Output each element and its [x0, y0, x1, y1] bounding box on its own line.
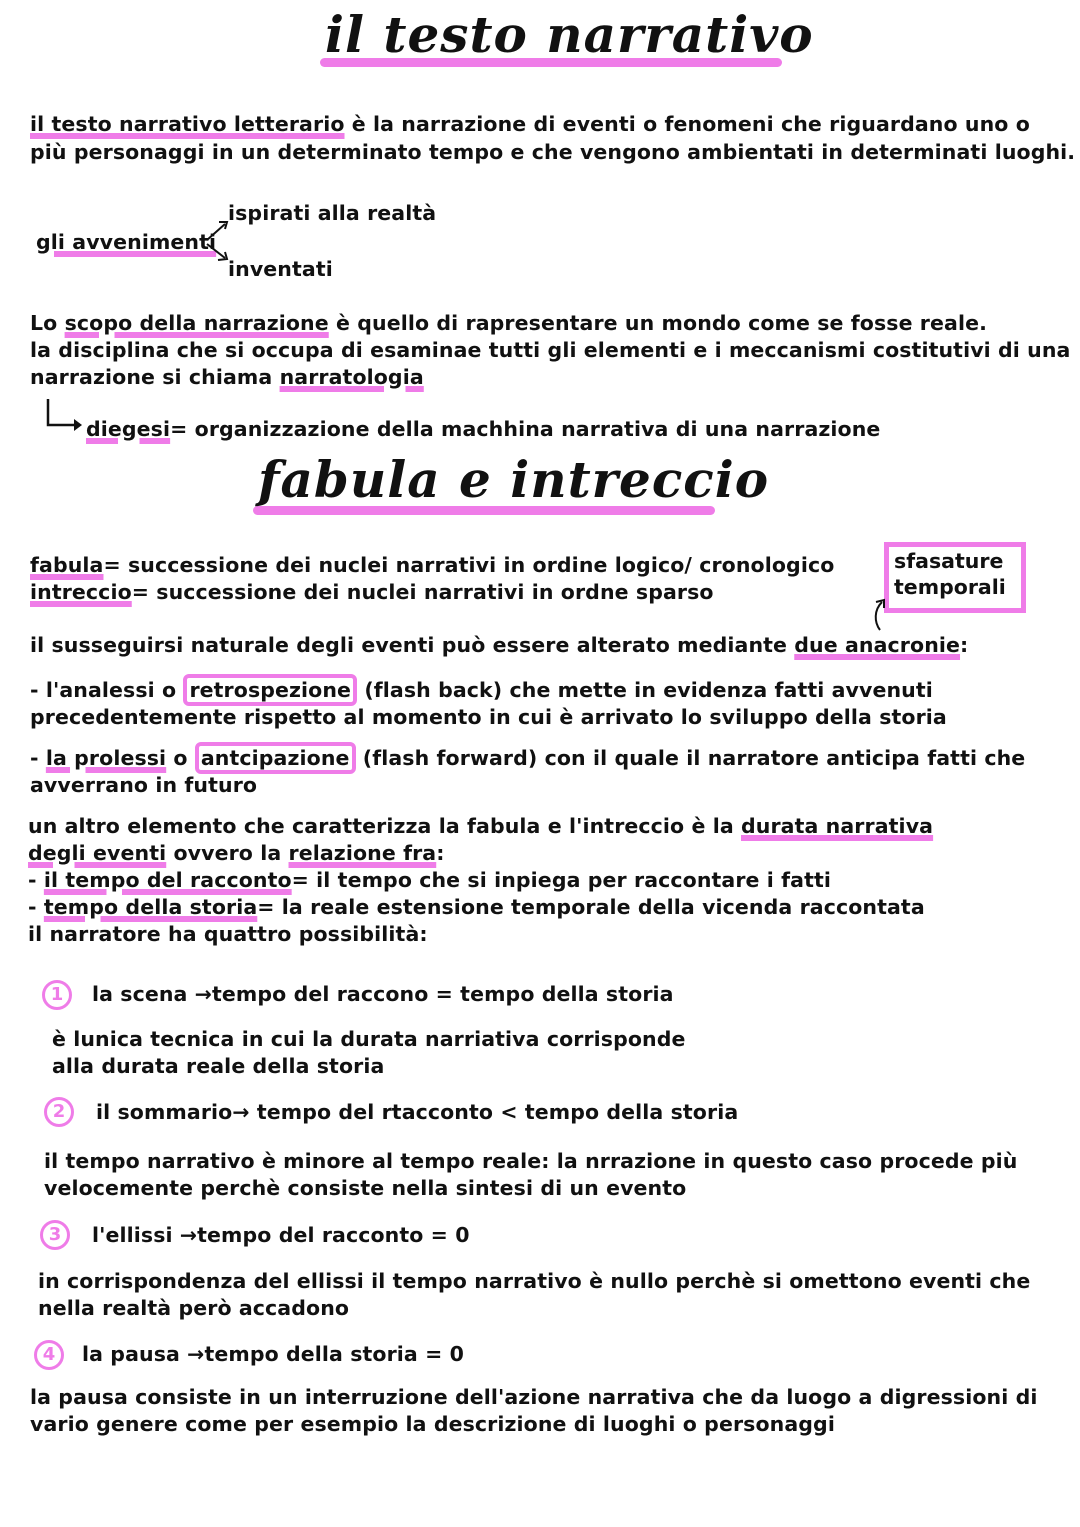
prolessi-line-1: - la prolessi o antcipazione (flash forward) con il quale il narratore anticipa fatti che	[30, 745, 1025, 772]
possibility-4-desc-1: la pausa consiste in un interruzione dell'azione narrativa che da luogo a digressioni di	[30, 1385, 1038, 1409]
possibility-1-heading: la scena →tempo del raccono = tempo della storia	[92, 982, 674, 1006]
arrow-right-icon: →	[179, 1223, 198, 1247]
possibility-4-desc-2: vario genere come per esempio la descrizione di luoghi o personaggi	[30, 1412, 835, 1436]
possibility-1-desc-2: alla durata reale della storia	[52, 1054, 385, 1078]
purpose-line-2: la disciplina che si occupa di esaminae tutti gli elementi e i meccanismi costitutivi di una	[30, 338, 1071, 362]
purpose-line-3: narrazione si chiama narratologia	[30, 365, 424, 389]
number-4-badge: 4	[34, 1340, 64, 1370]
purpose-line-1: Lo scopo della narrazione è quello di rapresentare un mondo come se fosse reale.	[30, 311, 987, 335]
duration-item-1: - il tempo del racconto= il tempo che si inpiega per raccontare i fatti	[28, 868, 832, 892]
intro-term: il testo narrativo letterario	[30, 112, 345, 136]
possibility-3-heading: l'ellissi →tempo del racconto = 0	[92, 1223, 470, 1247]
possibility-3-desc-1: in corrispondenza del ellissi il tempo narrativo è nullo perchè si omettono eventi che	[38, 1269, 1031, 1293]
events-label: gli avvenimenti	[36, 230, 217, 254]
possibility-1-desc-1: è lunica tecnica in cui la durata narriativa corrisponde	[52, 1027, 686, 1051]
corner-arrow-icon	[44, 397, 86, 435]
events-branch-2: inventati	[228, 257, 333, 281]
diegesi-line: diegesi= organizzazione della machhina narrativa di una narrazione	[86, 417, 881, 441]
intro-line-2: più personaggi in un determinato tempo e che vengono ambientati in determinati luoghi.	[30, 140, 1076, 164]
analessi-line-2: precedentemente rispetto al momento in cui è arrivato lo sviluppo della storia	[30, 705, 947, 729]
possibility-4-heading: la pausa →tempo della storia = 0	[82, 1342, 464, 1366]
analessi-line-1: - l'analessi o retrospezione (flash back) che mette in evidenza fatti avvenuti	[30, 677, 933, 704]
fabula-line: fabula= successione dei nuclei narrativi in ordine logico/ cronologico	[30, 553, 835, 577]
possibility-2-desc-2: velocemente perchè consiste nella sintesi di un evento	[44, 1176, 687, 1200]
possibility-2-heading: il sommario→ tempo del rtacconto < tempo della storia	[96, 1100, 739, 1124]
duration-line-2: degli eventi ovvero la relazione fra:	[28, 841, 445, 865]
curved-arrow-icon	[868, 596, 896, 632]
side-note-line-1: sfasature	[894, 549, 1004, 573]
arrow-right-icon: →	[194, 982, 213, 1006]
side-note-box	[884, 542, 1026, 613]
possibility-2-desc-1: il tempo narrativo è minore al tempo reale: la nrrazione in questo caso procede più	[44, 1149, 1018, 1173]
anachronies-line: il susseguirsi naturale degli eventi può essere alterato mediante due anacronie:	[30, 633, 969, 657]
duration-item-2: - tempo della storia= la reale estensione temporale della vicenda raccontata	[28, 895, 925, 919]
possibility-3-desc-2: nella realtà però accadono	[38, 1296, 350, 1320]
intreccio-line: intreccio= successione dei nuclei narrativi in ordne sparso	[30, 580, 714, 604]
events-branch-1: ispirati alla realtà	[228, 201, 437, 225]
duration-line-1: un altro elemento che caratterizza la fabula e l'intreccio è la durata narrativa	[28, 814, 934, 838]
number-2-badge: 2	[44, 1097, 74, 1127]
number-3-badge: 3	[40, 1220, 70, 1250]
number-1-badge: 1	[42, 980, 72, 1010]
section-title-fabula: fabula e intreccio	[258, 450, 770, 509]
duration-line-5: il narratore ha quattro possibilità:	[28, 922, 428, 946]
intro-line-1: il testo narrativo letterario è la narrazione di eventi o fenomeni che riguardano uno o	[30, 112, 1030, 136]
prolessi-line-2: avverrano in futuro	[30, 773, 258, 797]
arrow-right-icon: →	[232, 1100, 250, 1124]
page-title: il testo narrativo	[325, 5, 814, 64]
arrow-right-icon: →	[187, 1342, 205, 1366]
side-note-line-2: temporali	[894, 575, 1006, 599]
